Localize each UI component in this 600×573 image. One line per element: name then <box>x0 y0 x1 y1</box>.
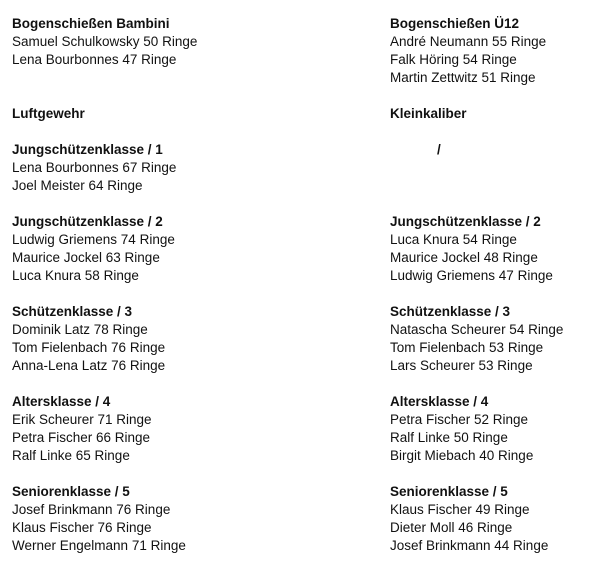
bogen-bambini-block <box>12 15 352 87</box>
bogen-bambini-title: Bogenschießen Bambini <box>12 16 170 31</box>
result-entry: Klaus Fischer 49 Ringe <box>390 502 530 517</box>
result-entry: Lars Scheurer 53 Ringe <box>390 358 533 373</box>
result-entry: Luca Knura 58 Ringe <box>12 268 139 283</box>
left-results-column <box>12 15 352 573</box>
result-entry: Dominik Latz 78 Ringe <box>12 322 148 337</box>
bogen-u12-title: Bogenschießen Ü12 <box>390 16 520 31</box>
result-entry: Joel Meister 64 Ringe <box>12 178 143 193</box>
kleinkaliber-heading-block <box>390 105 595 123</box>
empty-line <box>390 177 595 195</box>
result-entry: Luca Knura 54 Ringe <box>390 232 517 247</box>
result-entry: Ralf Linke 65 Ringe <box>12 448 130 463</box>
result-entry: Josef Brinkmann 76 Ringe <box>12 502 171 517</box>
result-entry: Birgit Miebach 40 Ringe <box>390 448 534 463</box>
jungschuetzen-2-title: Jungschützenklasse / 2 <box>12 214 163 229</box>
result-entry: Josef Brinkmann 44 Ringe <box>390 538 549 553</box>
luftgewehr-heading: Luftgewehr <box>12 106 85 121</box>
kk-schuetzen-3-block <box>390 303 595 375</box>
schuetzen-3-block <box>12 303 352 375</box>
kk-senioren-5-block <box>390 483 595 555</box>
senioren-5-block <box>12 483 352 555</box>
result-entry: Lena Bourbonnes 47 Ringe <box>12 52 177 67</box>
result-entry: Samuel Schulkowsky 50 Ringe <box>12 34 198 49</box>
senioren-5-title: Seniorenklasse / 5 <box>12 484 130 499</box>
result-entry: Petra Fischer 52 Ringe <box>390 412 529 427</box>
result-entry: Ralf Linke 50 Ringe <box>390 430 508 445</box>
schuetzen-3-title: Schützenklasse / 3 <box>12 304 133 319</box>
result-entry: Tom Fielenbach 53 Ringe <box>390 340 544 355</box>
result-entry: Maurice Jockel 48 Ringe <box>390 250 538 265</box>
empty-line <box>390 159 595 177</box>
empty-line <box>12 69 352 87</box>
result-entry: Tom Fielenbach 76 Ringe <box>12 340 166 355</box>
result-entry: Lena Bourbonnes 67 Ringe <box>12 160 177 175</box>
kk-jungschuetzen-2-block <box>390 213 595 285</box>
result-entry: Ludwig Griemens 47 Ringe <box>390 268 553 283</box>
kk-alters-4-block <box>390 393 595 465</box>
result-entry: André Neumann 55 Ringe <box>390 34 547 49</box>
kleinkaliber-heading: Kleinkaliber <box>390 106 467 121</box>
result-entry: Ludwig Griemens 74 Ringe <box>12 232 175 247</box>
result-entry: Erik Scheurer 71 Ringe <box>12 412 152 427</box>
kk-jungschuetzen-2-title: Jungschützenklasse / 2 <box>390 214 541 229</box>
alters-4-block <box>12 393 352 465</box>
luftgewehr-heading-block <box>12 105 352 123</box>
kk-jungschuetzen-1-block <box>390 141 595 195</box>
result-entry: Dieter Moll 46 Ringe <box>390 520 513 535</box>
right-results-column <box>390 15 595 573</box>
result-entry: Anna-Lena Latz 76 Ringe <box>12 358 166 373</box>
result-entry: Falk Höring 54 Ringe <box>390 52 517 67</box>
kk-alters-4-title: Altersklasse / 4 <box>390 394 489 409</box>
kk-schuetzen-3-title: Schützenklasse / 3 <box>390 304 511 319</box>
result-entry: Maurice Jockel 63 Ringe <box>12 250 160 265</box>
kk-senioren-5-title: Seniorenklasse / 5 <box>390 484 508 499</box>
alters-4-title: Altersklasse / 4 <box>12 394 111 409</box>
result-entry: Klaus Fischer 76 Ringe <box>12 520 152 535</box>
result-entry: Natascha Scheurer 54 Ringe <box>390 322 564 337</box>
jungschuetzen-2-block <box>12 213 352 285</box>
result-entry: Werner Engelmann 71 Ringe <box>12 538 186 553</box>
kk-jungschuetzen-1-title: / <box>437 142 441 157</box>
result-entry: Petra Fischer 66 Ringe <box>12 430 151 445</box>
result-entry: Martin Zettwitz 51 Ringe <box>390 70 536 85</box>
bogen-u12-block <box>390 15 595 87</box>
jungschuetzen-1-title: Jungschützenklasse / 1 <box>12 142 163 157</box>
jungschuetzen-1-block <box>12 141 352 195</box>
